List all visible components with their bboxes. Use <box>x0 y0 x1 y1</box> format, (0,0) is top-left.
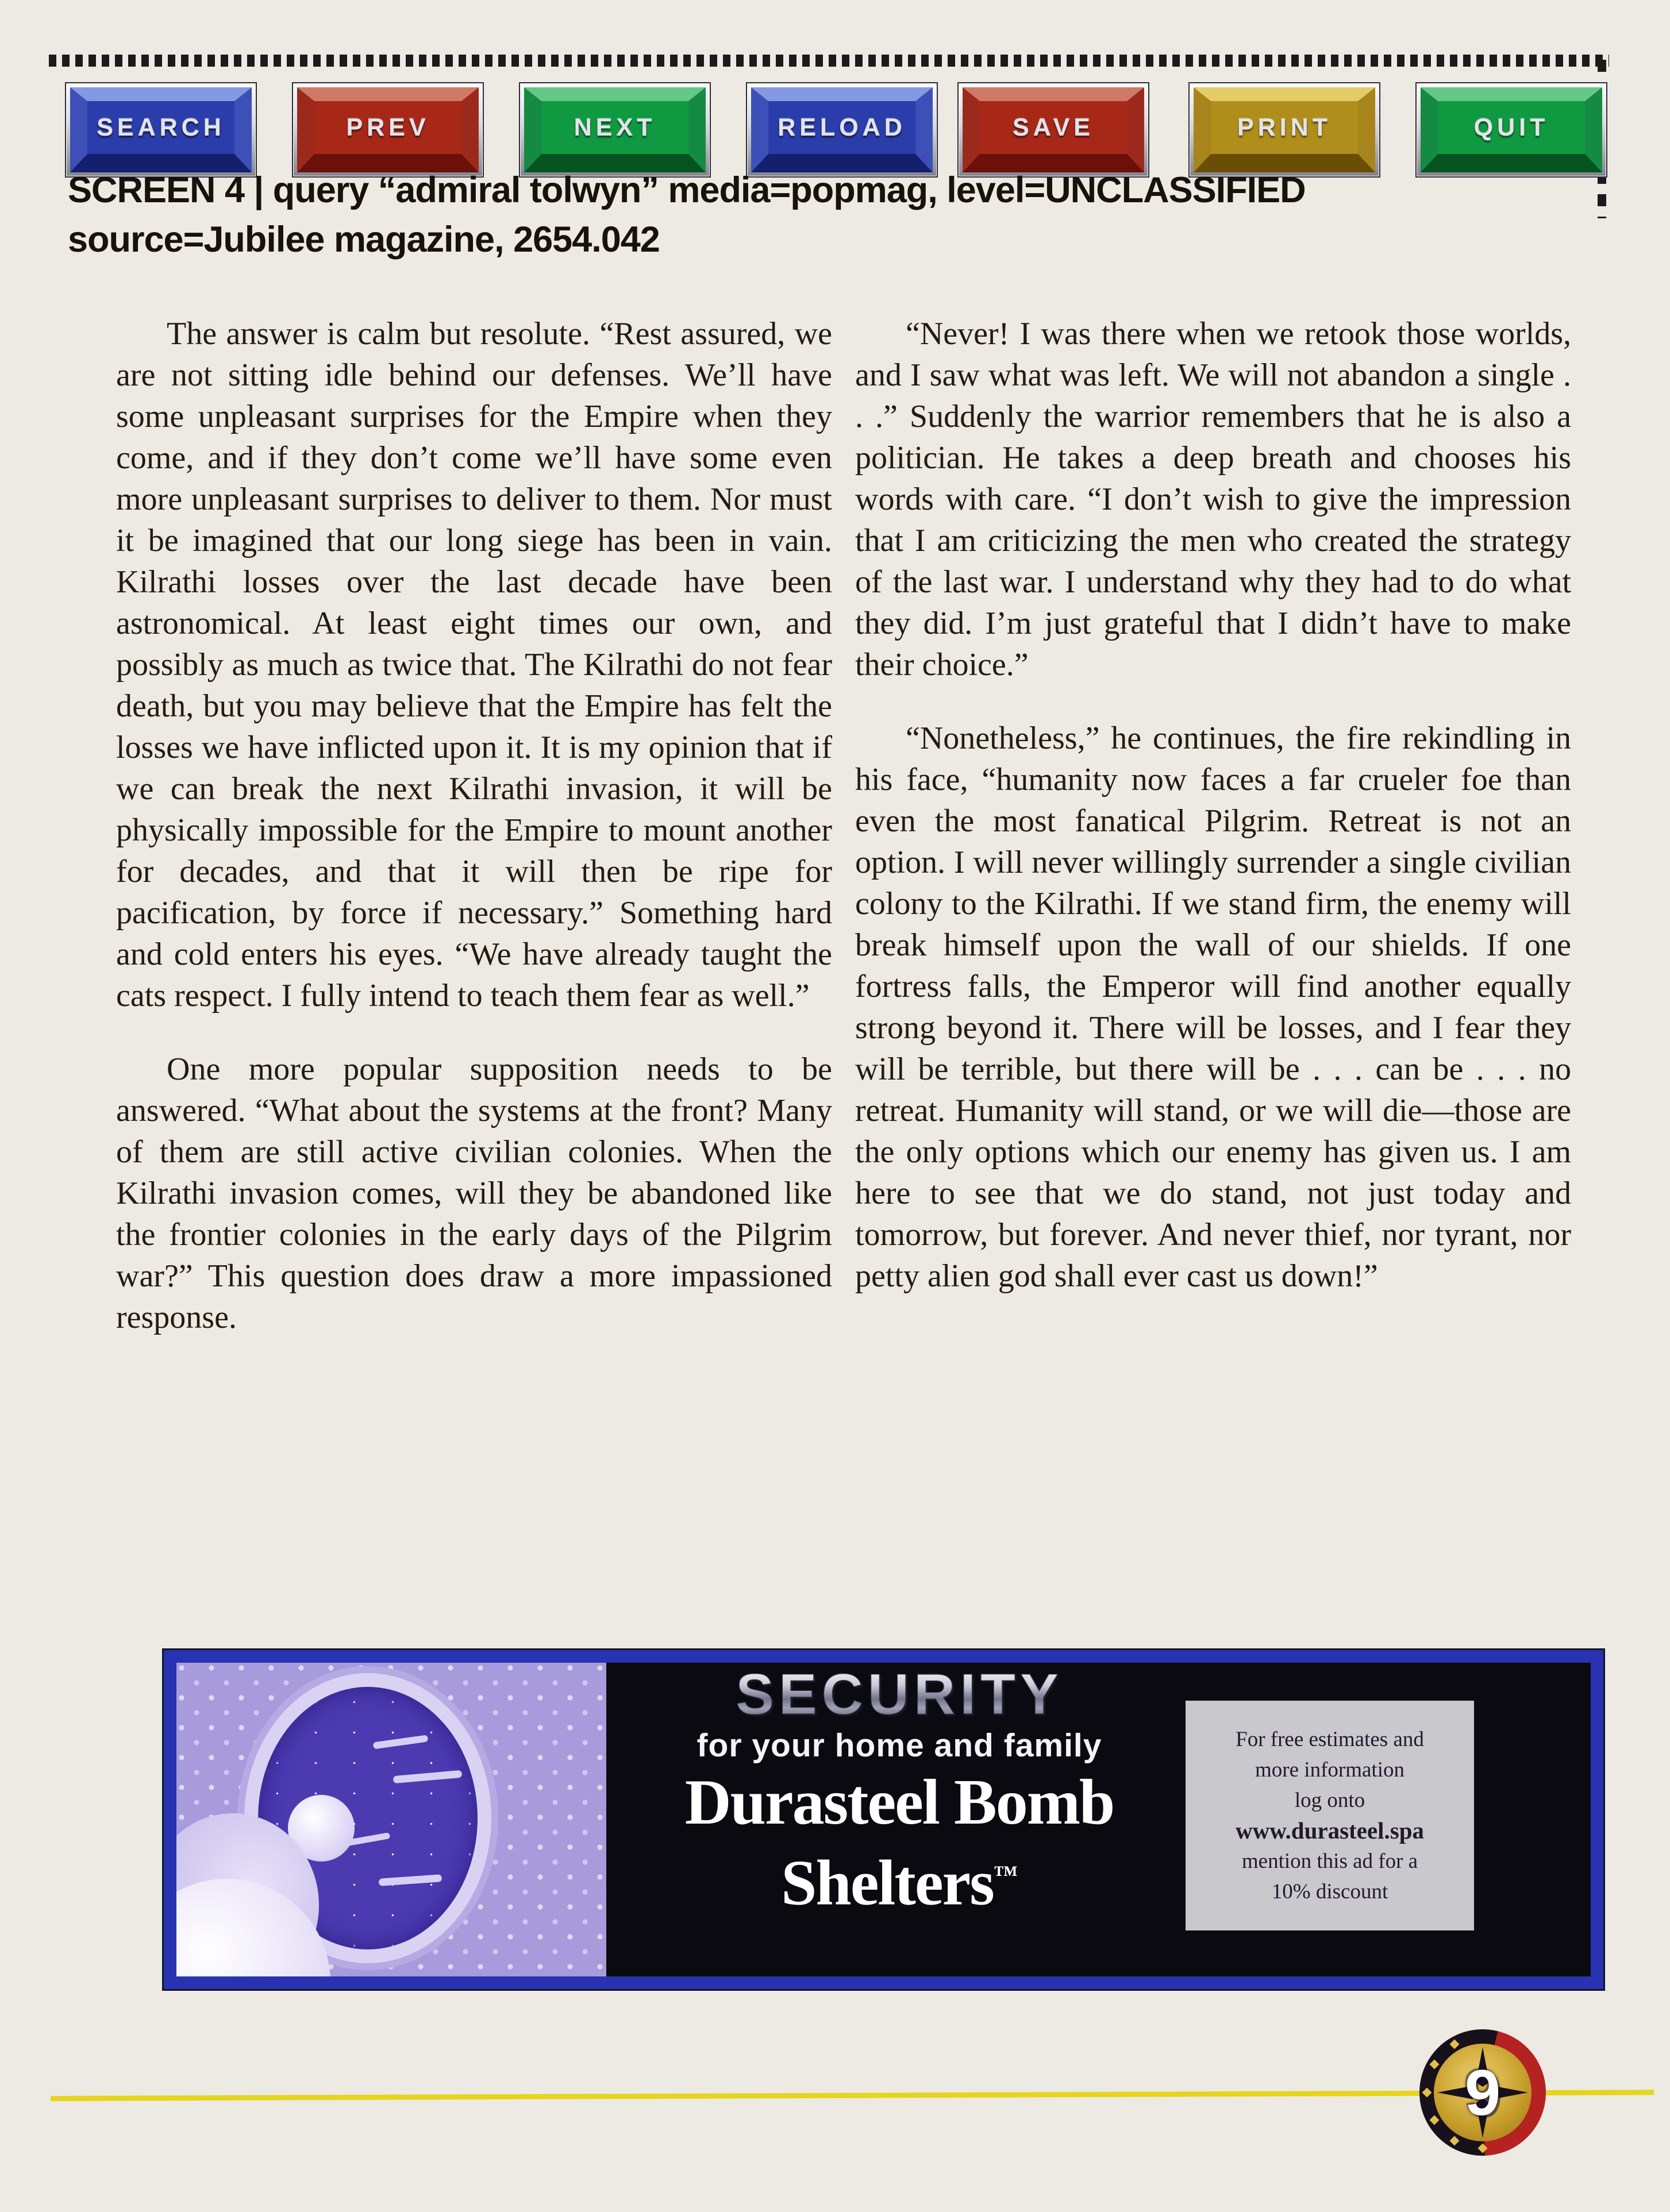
button-jewel <box>963 87 1144 172</box>
article-column-left <box>116 313 832 1370</box>
button-label: SEARCH <box>97 113 225 141</box>
ad-copy <box>612 1664 1187 1917</box>
ad-info-line: more information <box>1255 1758 1405 1782</box>
ad-info-line: mention this ad for a <box>1241 1849 1418 1873</box>
ad-photo <box>176 1663 606 1976</box>
toolbar-button-save[interactable] <box>959 83 1148 176</box>
ad-banner <box>164 1650 1603 1989</box>
button-jewel <box>1421 87 1602 172</box>
ad-inner <box>176 1663 1591 1976</box>
footer-rule <box>51 2090 1654 2101</box>
ad-info-line: For free estimates and <box>1236 1728 1424 1751</box>
button-label: PREV <box>346 113 430 141</box>
top-dashed-border <box>49 55 1609 67</box>
toolbar-button-reload[interactable] <box>747 83 937 176</box>
button-jewel <box>751 87 933 172</box>
ad-product-line1: Durasteel Bomb <box>684 1767 1114 1838</box>
ad-right-panel <box>606 1663 1591 1976</box>
screen-header <box>68 165 1539 264</box>
article-paragraph: One more popular supposition needs to be answered. “What about the systems at the front? Many of them are still active civilian colonies. When the Kilrathi invasion comes, will they be abandoned like the frontier colonies in the early days of the Pilgrim war?” This question does draw a more impassioned response. <box>116 1051 832 1335</box>
starship-silhouette <box>393 1770 463 1783</box>
ad-product-line2 <box>612 1841 1187 1917</box>
button-label: PRINT <box>1237 113 1332 141</box>
toolbar-button-quit[interactable] <box>1417 83 1606 176</box>
ad-info-line: log onto <box>1294 1789 1365 1812</box>
button-label: NEXT <box>574 113 656 141</box>
article-paragraph: “Never! I was there when we retook those worlds, and I saw what was left. We will not abandon a single . . .” Suddenly the warrior remembers that he is also a politician. He takes a deep breath and chooses his words with care. “I don’t wish to give the impression that I am criticizing the men who created the strategy of the last war. I understand why they had to do what they did. I’m just grateful that I didn’t have to make their choice.” <box>855 316 1571 683</box>
ad-info-line: 10% discount <box>1271 1880 1388 1903</box>
button-label: QUIT <box>1473 113 1549 141</box>
screen-header-line1: SCREEN 4 | query “admiral tolwyn” media=popmag, level=UNCLASSIFIED <box>68 170 1306 210</box>
button-label: SAVE <box>1013 113 1094 141</box>
ad-info-url: www.durasteel.spa <box>1235 1817 1425 1844</box>
ad-product-name: Shelters <box>781 1847 994 1919</box>
article-paragraph: The answer is calm but resolute. “Rest assured, we are not sitting idle behind our defenses. We’ll have some unpleasant surprises for the Empire when they come, and if they don’t come we’ll have some even more unpleasant surprises to deliver to them. Nor must it be imagined that our long siege has been in vain. Kilrathi losses over the last decade have been astronomical. At least eight times our own, and possibly as much as twice that. The Kilrathi do not fear death, but you may believe that the Empire has felt the losses we have inflicted upon it. It is my opinion that if we can break the next Kilrathi invasion, it will be physically impossible for the Empire to mount another for decades, and that it will then be ripe for pacification, by force if necessary.” Something hard and cold enters his eyes. “We have already taught the cats respect. I fully intend to teach them fear as well.” <box>116 316 832 1013</box>
button-jewel <box>1194 87 1375 172</box>
starship-silhouette <box>373 1735 429 1749</box>
starship-silhouette <box>379 1874 442 1886</box>
ad-headline: SECURITY <box>612 1664 1187 1725</box>
article-column-right <box>855 313 1571 1329</box>
toolbar-button-prev[interactable] <box>293 83 483 176</box>
button-label: RELOAD <box>778 113 906 141</box>
button-jewel <box>297 87 479 172</box>
ad-subheadline: for your home and family <box>697 1727 1102 1764</box>
article-paragraph: “Nonetheless,” he continues, the fire rekindling in his face, “humanity now faces a far crueler foe than even the most fanatical Pilgrim. Retreat is not an option. I will never willingly surrender a single civilian colony to the Kilrathi. If we stand firm, the enemy will break himself upon the wall of our shields. If one fortress falls, the Emperor will find another equally strong beyond it. There will be losses, and I fear they will be terrible, but there will be . . . can be . . . no retreat. Humanity will stand, or we will die—those are the only options which our enemy has given us. I am here to see that we do stand, not just today and tomorrow, but forever. And never thief, nor tyrant, nor petty alien god shall ever cast us down!” <box>855 720 1571 1294</box>
button-jewel <box>524 87 706 172</box>
page-number: 9 <box>1464 2056 1501 2129</box>
button-jewel <box>70 87 252 172</box>
toolbar-button-search[interactable] <box>66 83 256 176</box>
toolbar-button-next[interactable] <box>520 83 710 176</box>
screen-header-line2: source=Jubilee magazine, 2654.042 <box>68 219 660 260</box>
page-number-badge <box>1419 2029 1546 2156</box>
toolbar-button-print[interactable] <box>1190 83 1379 176</box>
ad-info-box <box>1186 1701 1474 1930</box>
trademark-symbol: ™ <box>993 1862 1018 1888</box>
